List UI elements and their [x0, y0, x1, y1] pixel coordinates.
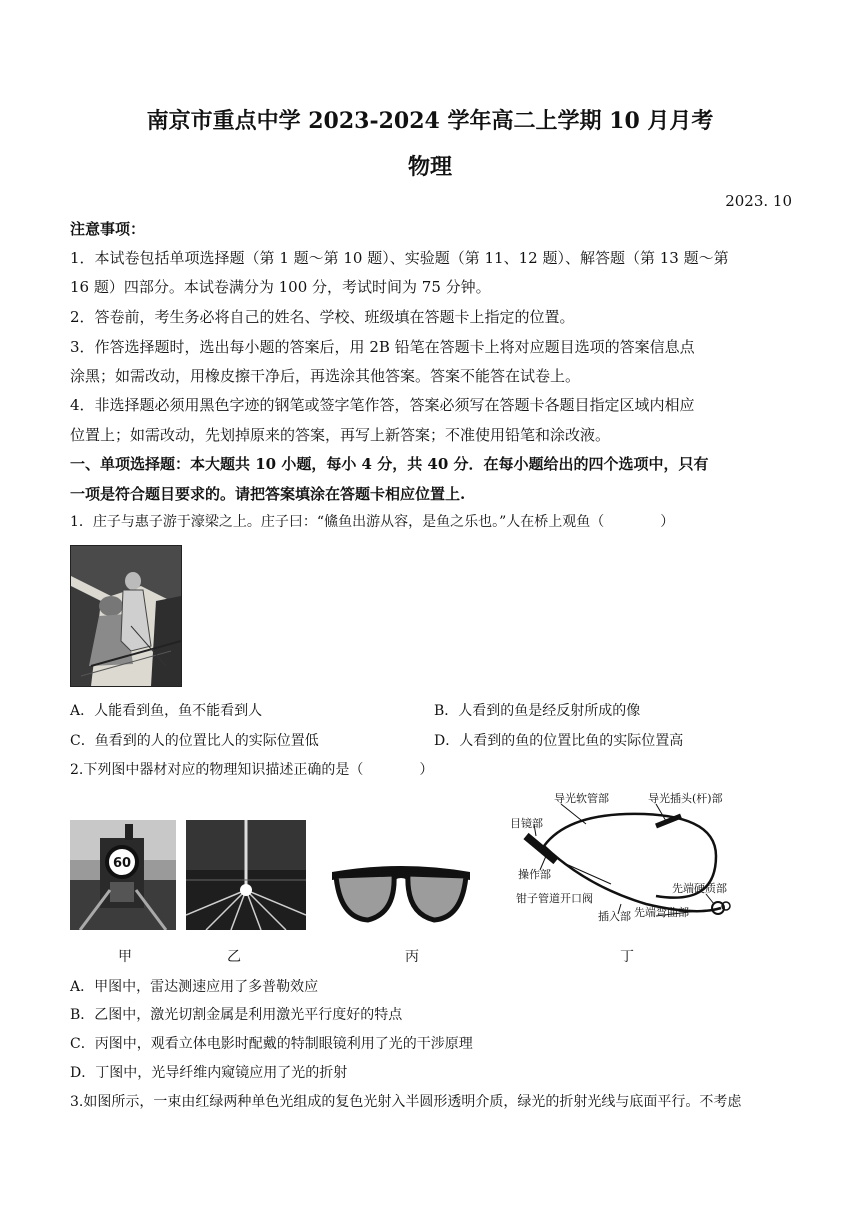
caption-yi: 乙 — [227, 949, 241, 965]
section-heading: 一项是符合题目要求的。请把答案填涂在答题卡相应位置上. — [70, 485, 466, 503]
option-b[interactable]: B．人看到的鱼是经反射所成的像 — [434, 703, 641, 719]
label-tip-bend: 先端弯曲部 — [634, 906, 689, 919]
option-c[interactable]: C．鱼看到的人的位置比人的实际位置低 — [70, 733, 319, 749]
notice-line: 2．答卷前，考生务必将自己的姓名、学校、班级填在答题卡上指定的位置。 — [70, 308, 575, 326]
label-tip-hard: 先端硬质部 — [672, 882, 727, 895]
label-operation: 操作部 — [518, 868, 551, 881]
question-2-stem: 2.下列图中器材对应的物理知识描述正确的是（ ） — [70, 762, 434, 778]
exam-date: 2023. 10 — [725, 192, 792, 210]
question-3-stem: 3.如图所示，一束由红绿两种单色光组成的复色光射入半圆形透明介质，绿光的折射光线与底面平行。不考虑 — [70, 1094, 742, 1110]
label-eyepiece: 目镜部 — [510, 817, 543, 830]
label-forceps-valve: 钳子管道开口阀 — [516, 892, 593, 905]
label-plug: 导光插头(杆)部 — [648, 792, 723, 805]
option-d[interactable]: D．人看到的鱼的位置比鱼的实际位置高 — [434, 733, 684, 749]
option-c[interactable]: C．丙图中，观看立体电影时配戴的特制眼镜利用了光的干涉原理 — [70, 1036, 473, 1052]
3d-glasses-photo — [328, 858, 474, 932]
speed-limit-text: 60 — [112, 856, 132, 871]
label-soft-tube: 导光软管部 — [554, 792, 609, 805]
caption-bing: 丙 — [405, 949, 419, 965]
option-a[interactable]: A．甲图中，雷达测速应用了多普勒效应 — [70, 979, 319, 995]
radar-speed-sign-photo — [70, 820, 176, 930]
caption-ding: 丁 — [620, 949, 634, 965]
option-d[interactable]: D．丁图中，光导纤维内窥镜应用了光的折射 — [70, 1065, 348, 1081]
notice-line: 涂黑；如需改动，用橡皮擦干净后，再选涂其他答案。答案不能答在试卷上。 — [70, 367, 581, 385]
notice-line: 16 题）四部分。本试卷满分为 100 分，考试时间为 75 分钟。 — [70, 278, 491, 296]
notice-heading: 注意事项： — [70, 220, 146, 238]
label-insert: 插入部 — [598, 910, 631, 923]
subject-title: 物理 — [407, 154, 452, 180]
section-heading: 一、单项选择题：本大题共 10 小题，每小 4 分，共 40 分．在每小题给出的四个选项中，只有 — [70, 455, 709, 473]
question-1-stem: 1．庄子与惠子游于濠梁之上。庄子曰：“鯈鱼出游从容，是鱼之乐也。”人在桥上观鱼（ ） — [70, 514, 675, 530]
exam-title: 南京市重点中学 2023-2024 学年高二上学期 10 月月考 — [146, 108, 714, 134]
notice-line: 4．非选择题必须用黑色字迹的钢笔或签字笔作答，答案必须写在答题卡各题目指定区域内相应 — [70, 396, 695, 414]
notice-line: 位置上；如需改动，先划掉原来的答案，再写上新答案；不准使用铅笔和涂改液。 — [70, 426, 611, 444]
option-a[interactable]: A．人能看到鱼，鱼不能看到人 — [70, 703, 263, 719]
laser-cutting-photo — [186, 820, 306, 930]
option-b[interactable]: B．乙图中，激光切割金属是利用激光平行度好的特点 — [70, 1007, 403, 1023]
notice-line: 1．本试卷包括单项选择题（第 1 题～第 10 题）、实验题（第 11、12 题）、解答题（第 13 题～第 — [70, 249, 729, 267]
notice-line: 3．作答选择题时，选出每小题的答案后，用 2B 铅笔在答题卡上将对应题目选项的答案信息点 — [70, 338, 695, 356]
zhuangzi-illustration — [70, 545, 182, 687]
caption-jia: 甲 — [118, 949, 132, 965]
